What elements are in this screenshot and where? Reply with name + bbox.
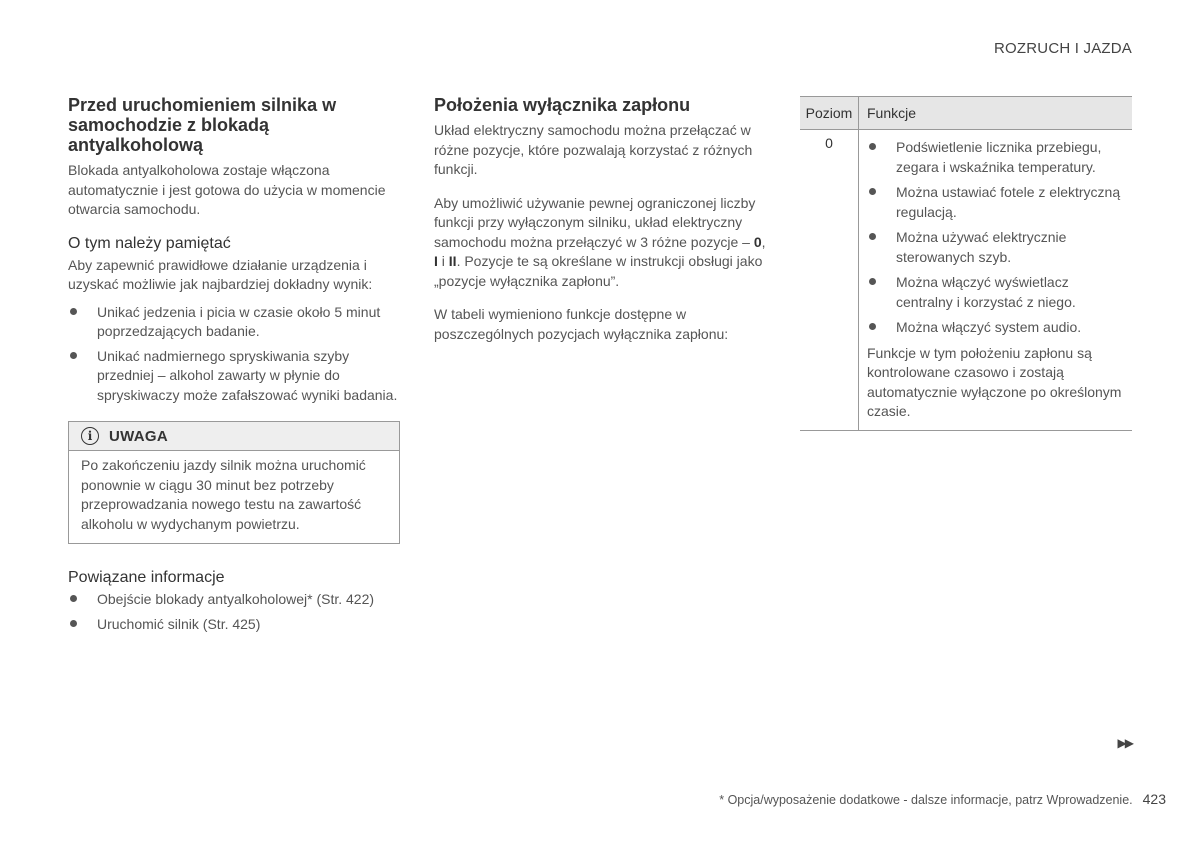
header-functions: Funkcje: [859, 97, 1133, 130]
functions-list: [867, 138, 1124, 338]
list-item: Podświetlenie licznika przebiegu, zegara i wskaźnika temperatury.: [867, 138, 1124, 177]
note-box: [68, 421, 400, 544]
related-heading: Powiązane informacje: [68, 569, 225, 586]
table-header-row: [800, 97, 1132, 130]
position-2: II: [448, 253, 457, 269]
note-title: UWAGA: [109, 427, 168, 445]
ignition-para-2: Aby umożliwić używanie pewnej ograniczonej liczby funkcji przy wyłączonym silniku, układ elektryczny samochodu można przełączyć w 3 różne pozycje – 0, I i II. Pozycje te są określane w instrukcji obsługi jako „pozycje wyłącznika zapłonu”.: [434, 194, 766, 289]
ignition-para-3: W tabeli wymieniono funkcje dostępne w poszczególnych pozycjach wyłącznika zapłonu:: [434, 306, 729, 342]
position-1: I: [434, 253, 438, 269]
bullet-icon: [869, 233, 876, 240]
note-header: [69, 422, 399, 451]
bullet-icon: [869, 323, 876, 330]
list-item: Unikać nadmiernego spryskiwania szyby przedniej – alkohol zawarty w płynie do spryskiwaczy może zafałszować wyniki badania.: [68, 347, 400, 406]
list-item: Można ustawiać fotele z elektryczną regulacją.: [867, 183, 1124, 222]
footer: [719, 791, 1166, 807]
related-link[interactable]: Obejście blokady antyalkoholowej* (Str. 422): [68, 590, 400, 610]
remember-text: Aby zapewnić prawidłowe działanie urządzenia i uzyskać możliwie jak najbardziej dokładny wynik:: [68, 256, 373, 292]
bullet-icon: [70, 352, 77, 359]
list-item: Można włączyć wyświetlacz centralny i korzystać z niego.: [867, 273, 1124, 312]
cell-level: 0: [800, 130, 859, 431]
cell-functions: [859, 130, 1133, 431]
table-row: [800, 130, 1132, 431]
alcolock-intro: Blokada antyalkoholowa zostaje włączona automatycznie i jest gotowa do użycia w momencie otwarcia samochodu.: [68, 162, 386, 217]
header-level: Poziom: [800, 97, 859, 130]
bullet-icon: [869, 143, 876, 150]
bullet-icon: [70, 620, 77, 627]
info-icon: i: [81, 427, 99, 445]
remember-list: [68, 303, 400, 406]
page-number: 423: [1142, 791, 1166, 807]
note-body: Po zakończeniu jazdy silnik można uruchomić ponownie w ciągu 30 minut bez potrzeby przeprowadzania nowego testu na zawartość alkoholu w wydychanym powietrzu.: [81, 457, 366, 532]
alcolock-heading: Przed uruchomieniem silnika w samochodzie z blokadą antyalkoholową: [68, 95, 337, 155]
double-triangle-right-icon: ▶▶: [1117, 736, 1132, 750]
column-table: [800, 96, 1132, 431]
position-0: 0: [753, 233, 762, 250]
ignition-functions-table: [800, 96, 1132, 431]
bullet-icon: [70, 308, 77, 315]
column-ignition: [434, 95, 768, 354]
list-item: Unikać jedzenia i picia w czasie około 5 minut poprzedzających badanie.: [68, 303, 400, 342]
bullet-icon: [869, 188, 876, 195]
ignition-para-1: Układ elektryczny samochodu można przełączać w różne pozycje, które pozwalają korzystać z różnych funkcji.: [434, 122, 753, 177]
section-title: ROZRUCH I JAZDA: [994, 40, 1132, 57]
list-item: Można używać elektrycznie sterowanych szyb.: [867, 228, 1124, 267]
list-item: Można włączyć system audio.: [867, 318, 1124, 338]
related-list: [68, 590, 400, 634]
bullet-icon: [70, 595, 77, 602]
column-alcolock: [68, 95, 400, 639]
ignition-heading: Położenia wyłącznika zapłonu: [434, 95, 691, 115]
remember-subheading: O tym należy pamiętać: [68, 234, 231, 252]
footnote: * Opcja/wyposażenie dodatkowe - dalsze informacje, patrz Wprowadzenie.: [719, 793, 1133, 807]
related-link[interactable]: Uruchomić silnik (Str. 425): [68, 615, 400, 635]
functions-note: Funkcje w tym położeniu zapłonu są kontrolowane czasowo i zostają automatycznie wyłączone po określonym czasie.: [867, 344, 1122, 419]
bullet-icon: [869, 278, 876, 285]
